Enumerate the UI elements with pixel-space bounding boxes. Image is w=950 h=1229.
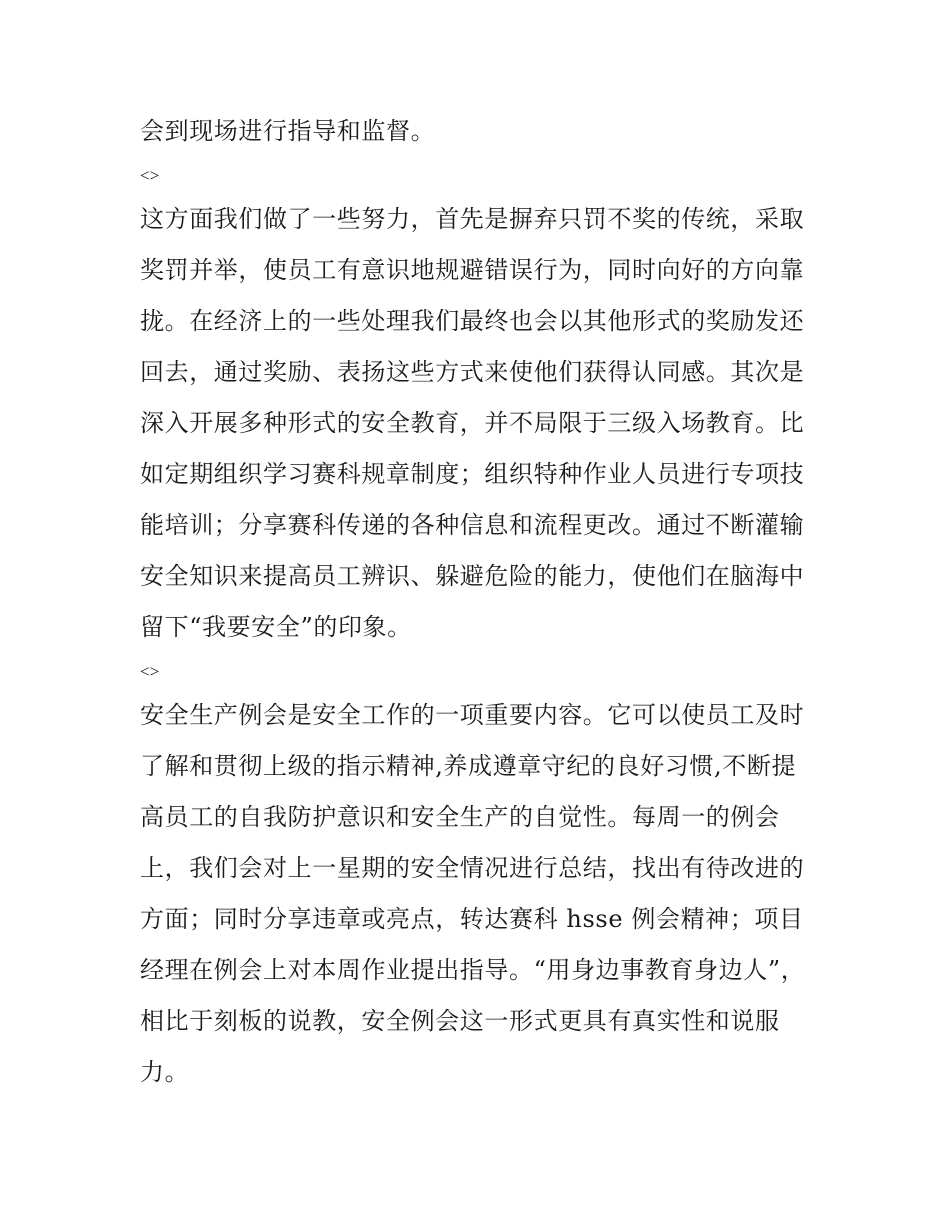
paragraph-line: 安全知识来提高员工辨识、躲避危险的能力，使他们在脑海中 [140, 562, 805, 590]
paragraph-line: 力。 [140, 1058, 190, 1086]
section-marker: <> [140, 166, 160, 185]
paragraph-line: 安全生产例会是安全工作的一项重要内容。它可以使员工及时 [140, 701, 805, 729]
paragraph-line: 这方面我们做了一些努力，首先是摒弃只罚不奖的传统，采取 [140, 205, 805, 233]
section-marker: <> [140, 662, 160, 681]
paragraph-line: 奖罚并举，使员工有意识地规避错误行为，同时向好的方向靠 [140, 256, 805, 284]
paragraph-line: 回去，通过奖励、表扬这些方式来使他们获得认同感。其次是 [140, 358, 805, 386]
paragraph-line: 上，我们会对上一星期的安全情况进行总结，找出有待改进的 [140, 854, 805, 882]
paragraph-line: 拢。在经济上的一些处理我们最终也会以其他形式的奖励发还 [140, 307, 805, 335]
paragraph-line: 了解和贯彻上级的指示精神,养成遵章守纪的良好习惯,不断提 [140, 752, 797, 780]
paragraph-line: 方面；同时分享违章或亮点，转达赛科 hsse 例会精神；项目 [140, 905, 804, 933]
paragraph [140, 106, 820, 157]
paragraph-line: 深入开展多种形式的安全教育，并不局限于三级入场教育。比 [140, 409, 805, 437]
paragraph-line: 如定期组织学习赛科规章制度；组织特种作业人员进行专项技 [140, 460, 805, 488]
paragraph [140, 194, 820, 653]
paragraph-line: 能培训；分享赛科传递的各种信息和流程更改。通过不断灌输 [140, 511, 805, 539]
paragraph [140, 690, 820, 1098]
paragraph-line: 相比于刻板的说教，安全例会这一形式更具有真实性和说服 [140, 1007, 780, 1035]
paragraph-line: 会到现场进行指导和监督。 [140, 117, 436, 145]
paragraph-line: 高员工的自我防护意识和安全生产的自觉性。每周一的例会 [140, 803, 780, 831]
paragraph-line: 留下“我要安全”的印象。 [140, 613, 412, 641]
paragraph-line: 经理在例会上对本周作业提出指导。“用身边事教育身边人”， [140, 956, 806, 984]
document-body [140, 106, 820, 1098]
